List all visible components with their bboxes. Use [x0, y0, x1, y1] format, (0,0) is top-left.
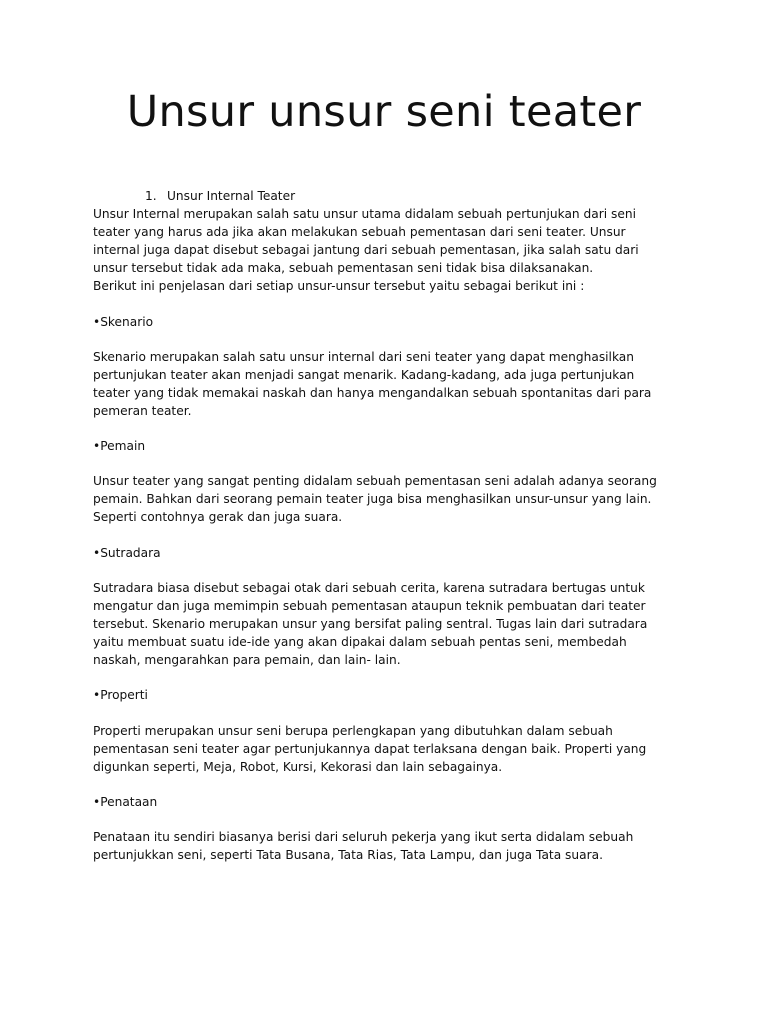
text-line: pementasan seni teater agar pertunjukannya dapat terlaksana dengan baik. Properti yang: [93, 742, 647, 756]
section-body-skenario: [93, 348, 683, 420]
section-body-properti: [93, 722, 683, 776]
text-line: teater yang tidak memakai naskah dan hanya mengandalkan sebuah spontanitas dari para: [93, 386, 652, 400]
text-line: yaitu membuat suatu ide-ide yang akan dipakai dalam sebuah pentas seni, membedah: [93, 635, 627, 649]
page-title: Unsur unsur seni teater: [126, 87, 642, 137]
section-heading-skenario: •Skenario: [93, 315, 154, 329]
text-line: mengatur dan juga memimpin sebuah pementasan ataupun teknik pembuatan dari teater: [93, 599, 646, 613]
section-body-penataan: [93, 828, 683, 864]
text-line: internal juga dapat disebut sebagai jantung dari sebuah pementasan, jika salah satu dari: [93, 243, 639, 257]
section-body-pemain: [93, 472, 683, 526]
text-line: pemain. Bahkan dari seorang pemain teater juga bisa menghasilkan unsur-unsur yang lain.: [93, 492, 652, 506]
text-line: pemeran teater.: [93, 404, 192, 418]
section-heading-properti: •Properti: [93, 688, 148, 702]
text-line: Penataan itu sendiri biasanya berisi dari seluruh pekerja yang ikut serta didalam sebuah: [93, 830, 634, 844]
text-line: Sutradara biasa disebut sebagai otak dari sebuah cerita, karena sutradara bertugas untuk: [93, 581, 645, 595]
text-line: tersebut. Skenario merupakan unsur yang bersifat paling sentral. Tugas lain dari sutradara: [93, 617, 648, 631]
text-line: unsur tersebut tidak ada maka, sebuah pementasan seni tidak bisa dilaksanakan.: [93, 261, 594, 275]
text-line: pertunjukkan seni, seperti Tata Busana, Tata Rias, Tata Lampu, dan juga Tata suara.: [93, 848, 603, 862]
text-line: Berikut ini penjelasan dari setiap unsur-unsur tersebut yaitu sebagai berikut ini :: [93, 279, 585, 293]
section-heading-pemain: •Pemain: [93, 439, 146, 453]
section-heading-sutradara: •Sutradara: [93, 546, 161, 560]
list-label: Unsur Internal Teater: [167, 189, 296, 203]
text-line: digunkan seperti, Meja, Robot, Kursi, Kekorasi dan lain sebagainya.: [93, 760, 503, 774]
text-line: naskah, mengarahkan para pemain, dan lain- lain.: [93, 653, 401, 667]
section-body-sutradara: [93, 579, 683, 669]
text-line: Unsur Internal merupakan salah satu unsur utama didalam sebuah pertunjukan dari seni: [93, 207, 636, 221]
text-line: Unsur teater yang sangat penting didalam sebuah pementasan seni adalah adanya seorang: [93, 474, 657, 488]
text-line: teater yang harus ada jika akan melakukan sebuah pementasan dari seni teater. Unsur: [93, 225, 626, 239]
text-line: pertunjukan teater akan menjadi sangat menarik. Kadang-kadang, ada juga pertunjukan: [93, 368, 635, 382]
intro-paragraph: [93, 205, 683, 295]
section-heading-penataan: •Penataan: [93, 795, 158, 809]
text-line: Skenario merupakan salah satu unsur internal dari seni teater yang dapat menghasilkan: [93, 350, 634, 364]
list-item-unsur-internal: [145, 187, 295, 205]
text-line: Properti merupakan unsur seni berupa perlengkapan yang dibutuhkan dalam sebuah: [93, 724, 613, 738]
text-line: Seperti contohnya gerak dan juga suara.: [93, 510, 343, 524]
list-number: 1.: [145, 189, 157, 203]
